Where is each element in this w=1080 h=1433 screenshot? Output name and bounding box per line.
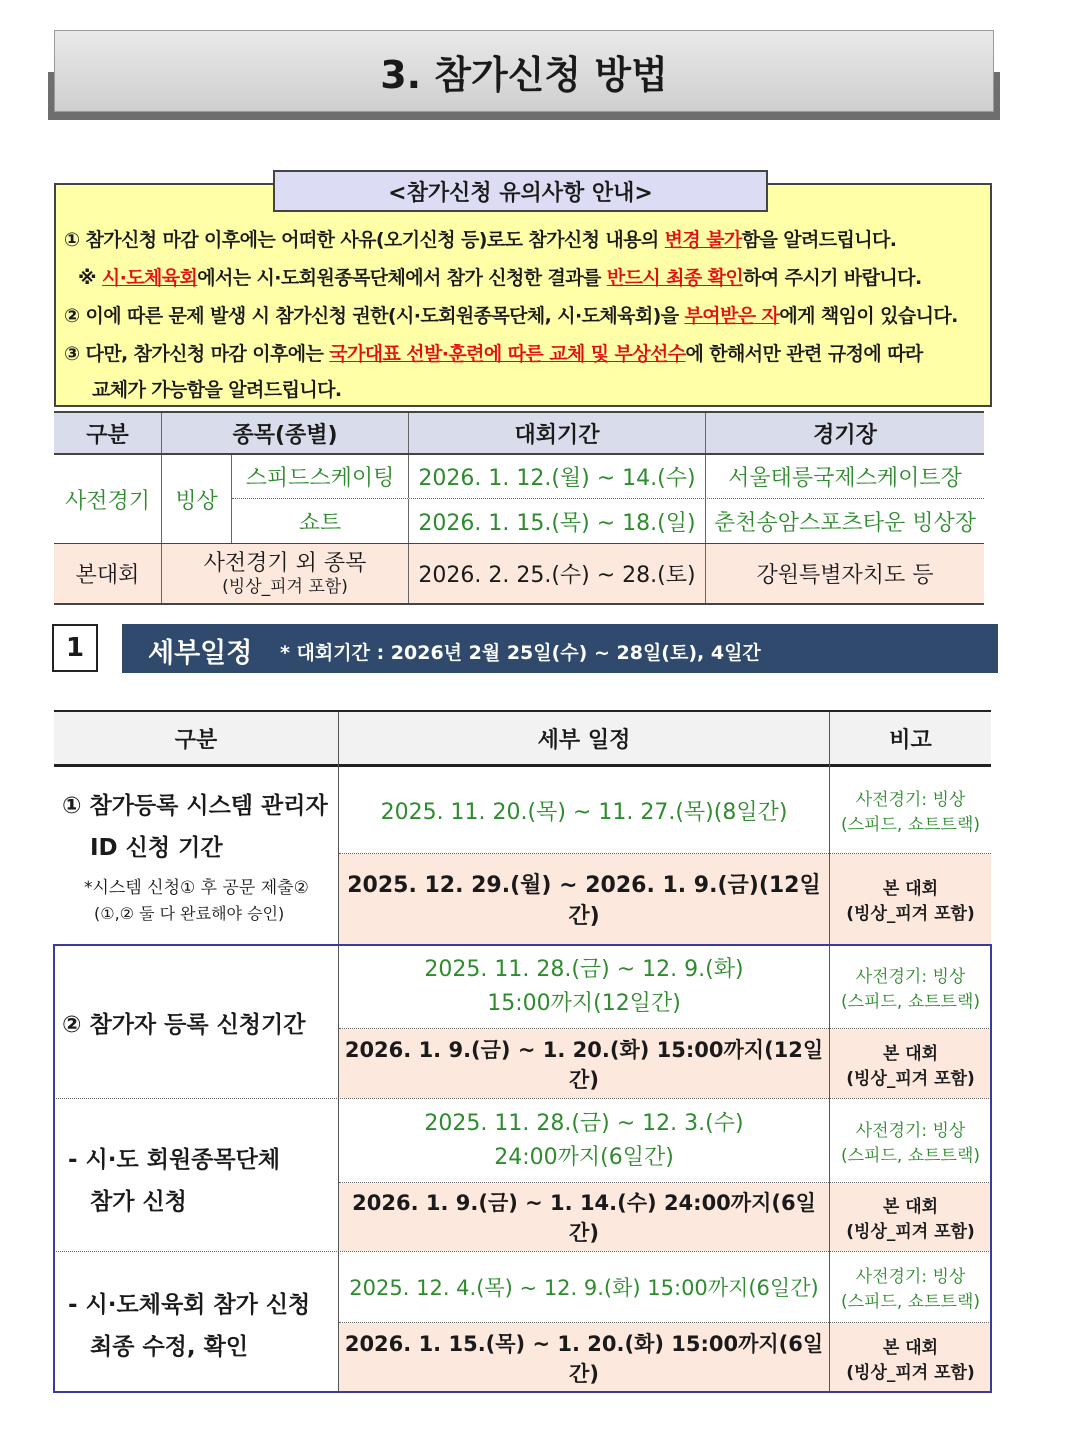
schedule-main-date: 2026. 1. 9.(금) ~ 1. 20.(화) 15:00까지(12일간) (339, 1029, 829, 1098)
section-header-bar (122, 624, 998, 673)
overview-main-label: 본대회 (54, 544, 162, 603)
notice-line-2: ※ 시·도체육회에서는 시·도회원종목단체에서 참가 신청한 결과를 반드시 최종 확인하여 주시기 바랍니다. (78, 267, 922, 289)
overview-main-venue: 강원특별자치도 등 (706, 544, 984, 603)
schedule-row-label: ① 참가등록 시스템 관리자 ID 신청 기간 *시스템 신청① 후 공문 제출② (①,② 둘 다 완료해야 승인) (62, 793, 328, 923)
overview-header-event: 종목(종별) (162, 413, 409, 453)
schedule-main-remark: 본 대회 (빙상_피겨 포함) (830, 854, 991, 944)
overview-row-event: 쇼트 (232, 499, 409, 543)
section-note: * 대회기간 : 2026년 2월 25일(수) ~ 28일(토), 4일간 (280, 642, 761, 664)
schedule-pre-date: 2025. 11. 20.(목) ~ 11. 27.(목)(8일간) (380, 799, 788, 825)
notice-line-5: 교체가 가능함을 알려드립니다. (92, 379, 342, 401)
schedule-header-detail: 세부 일정 (339, 712, 829, 764)
overview-pre-sport: 빙상 (162, 455, 232, 543)
schedule-pre-remark: 사전경기: 빙상 (스피드, 쇼트트랙) (840, 1120, 981, 1166)
overview-main-event: 사전경기 외 종목 (빙상_피겨 포함) (162, 544, 409, 603)
schedule-pre-date: 2025. 11. 28.(금) ~ 12. 9.(화) 15:00까지(12일간) (424, 957, 744, 1016)
schedule-main-date: 2026. 1. 15.(목) ~ 1. 20.(화) 15:00까지(6일간) (339, 1323, 829, 1392)
schedule-pre-date: 2025. 11. 28.(금) ~ 12. 3.(수) 24:00까지(6일간) (424, 1110, 744, 1170)
schedule-main-date: 2026. 1. 9.(금) ~ 1. 14.(수) 24:00까지(6일간) (339, 1183, 829, 1251)
section-number: 1 (52, 624, 98, 672)
schedule-main-remark: 본 대회 (빙상_피겨 포함) (830, 1183, 991, 1251)
schedule-main-remark: 본 대회 (빙상_피겨 포함) (830, 1029, 991, 1098)
overview-pre-label: 사전경기 (54, 455, 162, 543)
schedule-pre-remark: 사전경기: 빙상 (스피드, 쇼트트랙) (840, 790, 981, 835)
schedule-row-label: - 시·도체육회 참가 신청 최종 수정, 확인 (68, 1292, 311, 1360)
schedule-pre-date: 2025. 12. 4.(목) ~ 12. 9.(화) 15:00까지(6일간) (349, 1276, 819, 1300)
schedule-group-outline (53, 944, 992, 1393)
overview-row-event: 스피드스케이팅 (232, 455, 409, 498)
overview-header-category: 구분 (54, 413, 162, 453)
notice-line-3: ② 이에 따른 문제 발생 시 참가신청 권한(시·도회원종목단체, 시·도체육회)을 부여받은 자에게 책임이 있습니다. (64, 305, 958, 327)
schedule-pre-remark: 사전경기: 빙상 (스피드, 쇼트트랙) (840, 1267, 981, 1312)
schedule-row-label: - 시·도 회원종목단체 참가 신청 (68, 1147, 281, 1215)
schedule-row-label: ② 참가자 등록 신청기간 (62, 1012, 306, 1038)
notice-heading: <참가신청 유의사항 안내> (273, 170, 768, 212)
page-title: 3. 참가신청 방법 (54, 30, 994, 112)
notice-line-1: ① 참가신청 마감 이후에는 어떠한 사유(오기신청 등)로도 참가신청 내용의 변경 불가함을 알려드립니다. (64, 229, 897, 251)
section-title: 세부일정 (148, 638, 253, 669)
schedule-pre-remark: 사전경기: 빙상 (스피드, 쇼트트랙) (840, 967, 981, 1012)
overview-header-venue: 경기장 (706, 413, 984, 453)
schedule-main-remark: 본 대회 (빙상_피겨 포함) (830, 1323, 991, 1392)
notice-line-4: ③ 다만, 참가신청 마감 이후에는 국가대표 선발·훈련에 따른 교체 및 부상선수에 한해서만 관련 규정에 따라 (64, 343, 923, 365)
overview-row-venue: 춘천송암스포츠타운 빙상장 (713, 510, 977, 536)
overview-header-period: 대회기간 (409, 413, 706, 453)
notice-box (54, 183, 992, 407)
schedule-header-remark: 비고 (830, 712, 991, 764)
overview-main-period: 2026. 2. 25.(수) ~ 28.(토) (409, 544, 706, 603)
overview-row-period: 2026. 1. 12.(월) ~ 14.(수) (409, 455, 706, 498)
overview-row-period: 2026. 1. 15.(목) ~ 18.(일) (409, 499, 706, 543)
schedule-header-category: 구분 (54, 712, 338, 764)
overview-row-venue: 서울태릉국제스케이트장 (728, 466, 962, 491)
schedule-main-date: 2025. 12. 29.(월) ~ 2026. 1. 9.(금)(12일간) (339, 854, 829, 944)
